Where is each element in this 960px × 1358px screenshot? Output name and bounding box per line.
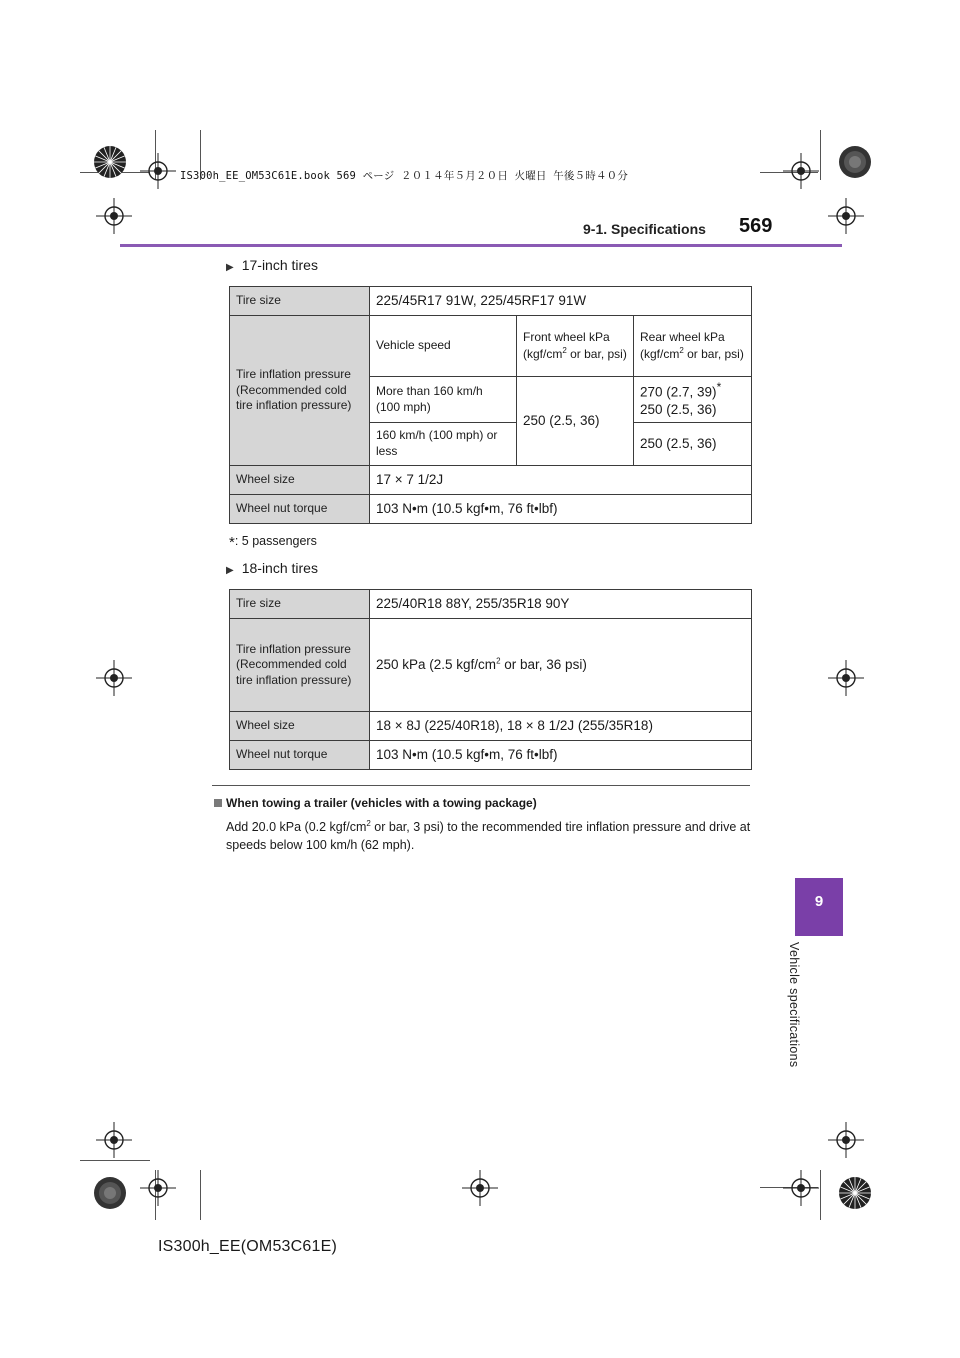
registration-crosshair-icon [140,153,176,189]
rear-pressure-high-speed [634,377,752,423]
registration-crosshair-icon [828,198,864,234]
wheel-nut-torque-value: 103 N•m (10.5 kgf•m, 76 ft•lbf) [370,495,752,524]
rear-pressure-low-speed: 250 (2.5, 36) [634,423,752,466]
registration-crosshair-icon [96,660,132,696]
crop-line [200,1170,201,1220]
registration-crosshair-icon [828,1122,864,1158]
note-body-text-end: or bar, 3 psi) to the recommended tire inflation pressure and drive at speeds below 100 km/h (62 mph). [226,820,751,853]
book-print-info: IS300h_EE_OM53C61E.book 569 ページ ２０１４年５月２０日 火曜日 午後５時４０分 [180,170,629,182]
rear-pressure-5-passengers: 270 (2.7, 39) [640,384,717,400]
registration-crosshair-icon [783,1170,819,1206]
wheel-nut-torque-label: Wheel nut torque [230,495,370,524]
chapter-tab: 9 [795,878,843,936]
registration-rosette-icon [838,145,872,179]
registration-crosshair-icon [96,198,132,234]
speed-above-160: More than 160 km/h (100 mph) [370,377,517,423]
registration-crosshair-icon [462,1170,498,1206]
tire-size-label: Tire size [230,287,370,316]
pressure-label: Tire inflation pressure (Recommended cold tire inflation pressure) [230,316,370,466]
rear-wheel-text-end: or bar, psi) [683,346,744,361]
footnote [229,534,317,551]
tire-table-18-inch [229,589,752,770]
section-title: 9-1. Specifications [583,221,706,237]
section-heading-18-inch [226,560,318,576]
pressure-value [370,619,752,712]
asterisk-mark: * [716,380,722,395]
registration-crosshair-icon [783,153,819,189]
wheel-size-value: 17 × 7 1/2J [370,466,752,495]
wheel-nut-torque-value: 103 N•m (10.5 kgf•m, 76 ft•lbf) [370,741,752,770]
tire-size-value: 225/45R17 91W, 225/45RF17 91W [370,287,752,316]
heading-text: 17-inch tires [241,257,318,273]
front-wheel-text-end: or bar, psi) [566,346,627,361]
chapter-title-vertical: Vehicle specifications [787,942,801,1068]
wheel-size-label: Wheel size [230,466,370,495]
col-header-front-wheel [517,316,634,377]
document-code: IS300h_EE(OM53C61E) [158,1238,338,1255]
triangle-bullet-icon: ▶ [226,565,234,576]
superscript: 2 [562,345,567,355]
note-body [226,815,756,854]
note-body-text: Add 20.0 kPa (0.2 kgf/cm [226,820,367,835]
wheel-size-label: Wheel size [230,712,370,741]
superscript: 2 [679,345,684,355]
square-bullet-icon [214,799,222,807]
pressure-text: 250 kPa (2.5 kgf/cm [376,657,497,673]
tire-size-value: 225/40R18 88Y, 255/35R18 90Y [370,590,752,619]
wheel-nut-torque-label: Wheel nut torque [230,741,370,770]
col-header-rear-wheel [634,316,752,377]
rear-pressure-standard: 250 (2.5, 36) [640,402,717,418]
section-heading-17-inch [226,257,318,273]
front-pressure-value: 250 (2.5, 36) [517,377,634,466]
registration-crosshair-icon [96,1122,132,1158]
superscript: 2 [366,819,371,828]
header-rule [120,244,842,247]
footnote-text: : 5 passengers [234,534,317,548]
footnote-mark: * [229,534,235,551]
registration-rosette-icon [93,1176,127,1210]
speed-160-or-less: 160 km/h (100 mph) or less [370,423,517,466]
superscript: 2 [496,656,501,666]
col-header-vehicle-speed: Vehicle speed [370,316,517,377]
tire-table-17-inch [229,286,752,524]
triangle-bullet-icon: ▶ [226,262,234,273]
registration-rosette-icon [838,1176,872,1210]
pressure-text-end: or bar, 36 psi) [500,657,587,673]
registration-rosette-icon [93,145,127,179]
registration-crosshair-icon [828,660,864,696]
rear-wheel-text: Rear wheel kPa (kgf/cm [640,329,725,361]
front-wheel-text: Front wheel kPa (kgf/cm [523,329,610,361]
crop-line [820,1170,821,1220]
tire-size-label: Tire size [230,590,370,619]
page-number: 569 [739,215,773,237]
crop-line [820,130,821,180]
pressure-label: Tire inflation pressure (Recommended cold tire inflation pressure) [230,619,370,712]
heading-text: 18-inch tires [241,560,318,576]
registration-crosshair-icon [140,1170,176,1206]
note-heading [214,796,537,810]
crop-line [80,1160,150,1161]
note-divider [212,785,750,786]
wheel-size-value: 18 × 8J (225/40R18), 18 × 8 1/2J (255/35R18) [370,712,752,741]
note-heading-text: When towing a trailer (vehicles with a towing package) [226,796,537,810]
